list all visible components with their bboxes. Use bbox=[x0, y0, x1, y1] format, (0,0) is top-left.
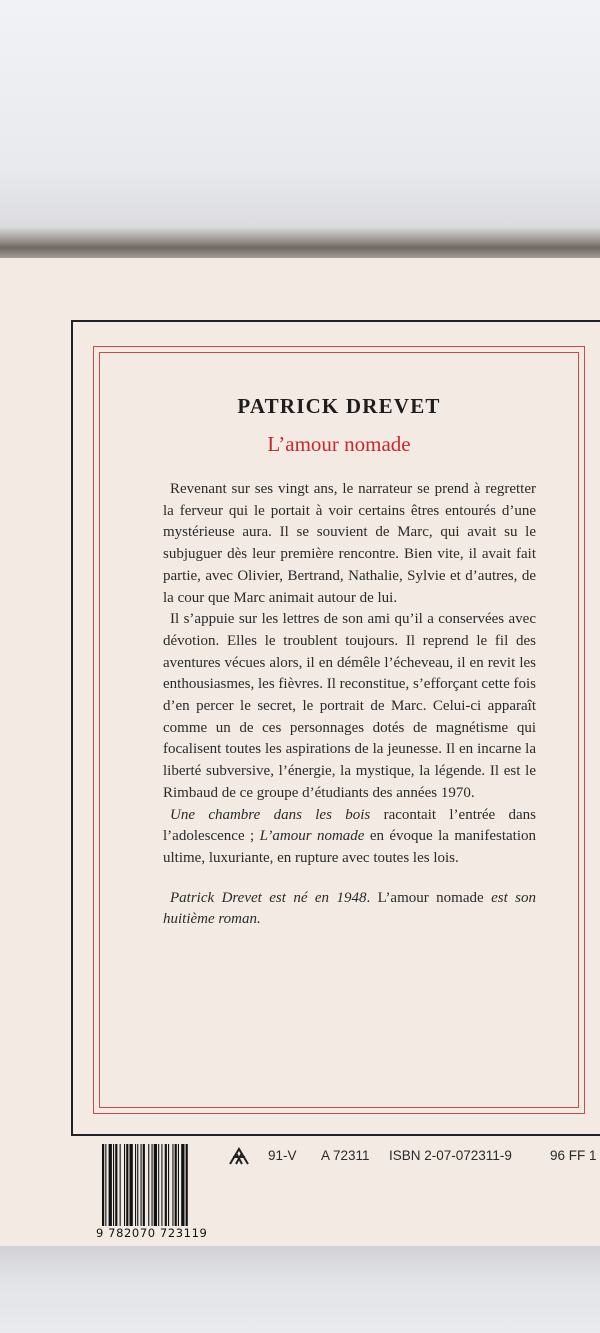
author-note bbox=[163, 888, 536, 931]
author-note-italic-2: est son huitième roman. bbox=[163, 889, 536, 928]
paragraph-3-text-1: racontait l’entrée dans l’adolescence ; bbox=[163, 806, 536, 845]
background-top bbox=[0, 0, 600, 240]
paragraph-3-text-2: en évoque la manifestation ultime, luxuriante, en rupture avec toutes les lois. bbox=[163, 828, 536, 866]
blurb-paragraph-3 bbox=[163, 805, 536, 870]
italic-title-1: Une chambre dans les bois bbox=[170, 806, 371, 823]
publisher-logo-icon bbox=[227, 1146, 251, 1166]
background-bottom bbox=[0, 1246, 600, 1333]
order-code: A 72311 bbox=[321, 1148, 370, 1163]
author-note-text: . L’amour nomade bbox=[366, 889, 492, 906]
blurb bbox=[163, 479, 536, 931]
blurb-paragraph-1: Revenant sur ses vingt ans, le narrateur se prend à regretter la ferveur qui le portait à voir certains êtres entourés d’une mystérieuse aura. Il se souvient de Marc, qui avait su le subjuguer dès leur première rencontre. Bien vite, il avait fait partie, avec Olivier, Bertrand, Nathalie, Sylvie et d’autres, de la cour que Marc animait autour de lui. bbox=[163, 481, 536, 606]
barcode-digits: 9 782070 723119 bbox=[96, 1226, 216, 1240]
catalog-code: 91-V bbox=[268, 1148, 297, 1163]
cover-edge-shadow bbox=[0, 226, 600, 262]
author-note-italic-1: Patrick Drevet est né en 1948 bbox=[170, 889, 367, 906]
blurb-paragraph-2: Il s’appuie sur les lettres de son ami qu’il a conservées avec dévotion. Elles le troublent toujours. Il reprend le fil des aventures vécues alors, il en démêle l’écheveau, il en revit les enthousiasmes, les fièvres. Il reconstitue, s’efforçant cette fois d’en percer le secret, le portrait de Marc. Celui-ci apparaît comme un de ces personnages dotés de magnétisme qui focalisent toutes les aspirations de la jeunesse. Il en incarne la liberté subversive, l’énergie, la mystique, la légende. Il est le Rimbaud de ce groupe d’étudiants des années 1970. bbox=[163, 611, 536, 801]
italic-title-2: L’amour nomade bbox=[259, 828, 365, 845]
isbn-number: ISBN 2-07-072311-9 bbox=[389, 1148, 512, 1163]
book-title: L’amour nomade bbox=[267, 432, 411, 456]
author-name: PATRICK DREVET bbox=[237, 394, 441, 418]
price-code: 96 FF 1 bbox=[550, 1148, 597, 1163]
